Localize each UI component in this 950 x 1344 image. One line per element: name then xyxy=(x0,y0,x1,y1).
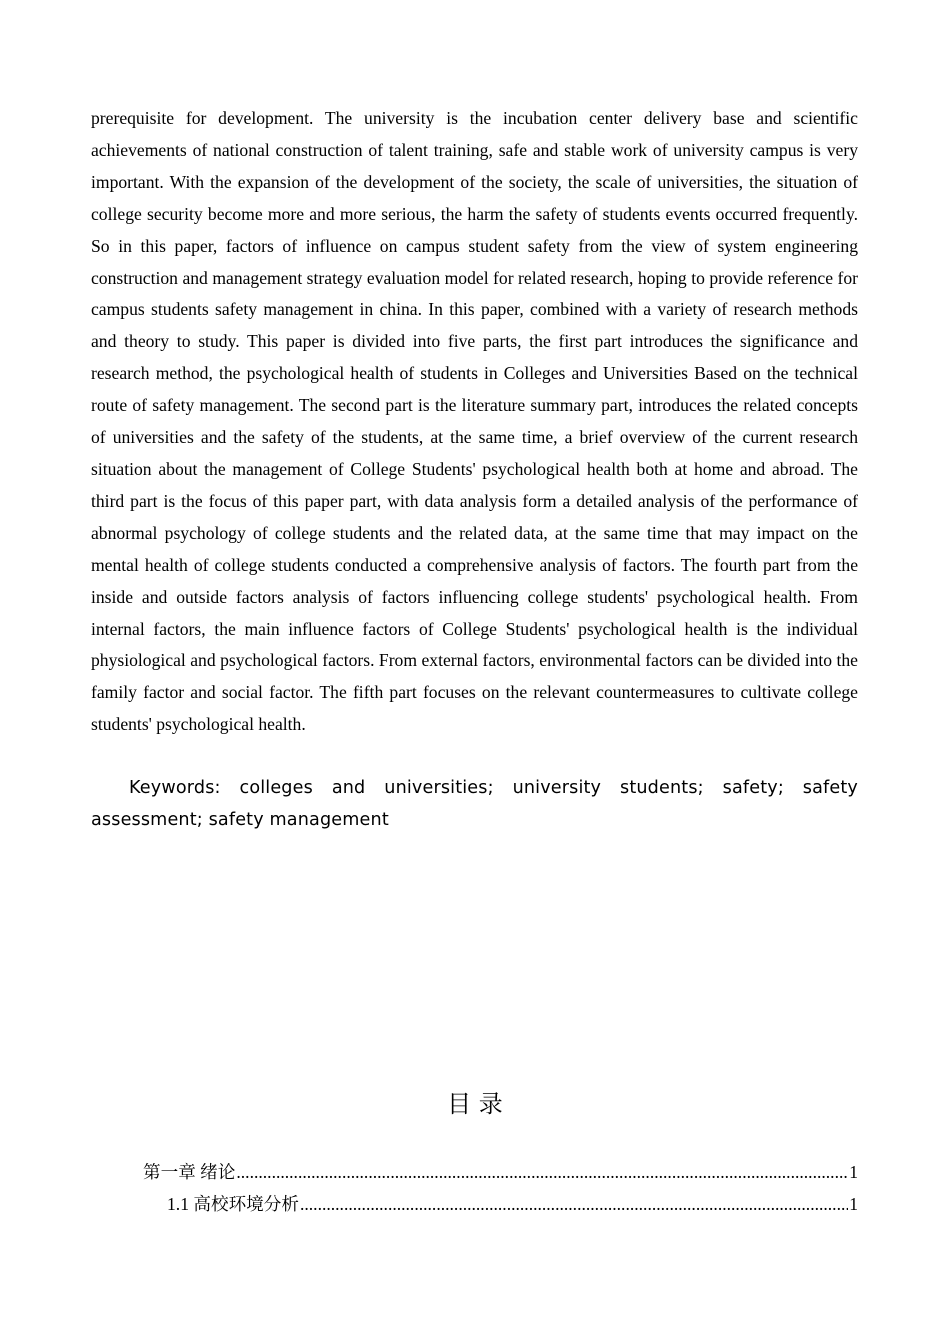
toc-entry[interactable] xyxy=(143,1157,858,1187)
toc-leader-dots xyxy=(236,1157,848,1187)
toc-title: 目 录 xyxy=(447,1090,503,1118)
toc-entry-label: 第一章 绪论 xyxy=(143,1162,236,1182)
toc-entry-page: 1 xyxy=(849,1162,858,1182)
toc-leader-dots xyxy=(300,1189,848,1219)
toc-entry-label: 1.1 高校环境分析 xyxy=(167,1194,299,1214)
toc-entry[interactable] xyxy=(167,1189,858,1219)
abstract-body: prerequisite for development. The university is the incubation center delivery base and scientific achievements of national construction of talent training, safe and stable work of university campus is very important. With the expansion of the development of the society, the scale of universities, the situation of college security become more and more serious, the harm the safety of students events occurred frequently. So in this paper, factors of influence on campus student safety from the view of system engineering construction and management strategy evaluation model for related research, hoping to provide reference for campus students safety management in china. In this paper, combined with a variety of research methods and theory to study. This paper is divided into five parts, the first part introduces the significance and research method, the psychological health of students in Colleges and Universities Based on the technical route of safety management. The second part is the literature summary part, introduces the related concepts of universities and the safety of the students, at the same time, a brief overview of the current research situation about the management of College Students' psychological health both at home and abroad. The third part is the focus of this paper part, with data analysis form a detailed analysis of the performance of abnormal psychology of college students and the related data, at the same time that may impact on the mental health of college students conducted a comprehensive analysis of factors. The fourth part from the inside and outside factors analysis of factors influencing college students' psychological health. From internal factors, the main influence factors of College Students' psychological health is the individual physiological and psychological factors. From external factors, environmental factors can be divided into the family factor and social factor. The fifth part focuses on the relevant countermeasures to cultivate college students' psychological health. xyxy=(91,108,858,735)
toc-entry-page: 1 xyxy=(849,1194,858,1214)
abstract-keywords: Keywords: colleges and universities; university students; safety; safety assessment; safety management xyxy=(91,778,858,830)
